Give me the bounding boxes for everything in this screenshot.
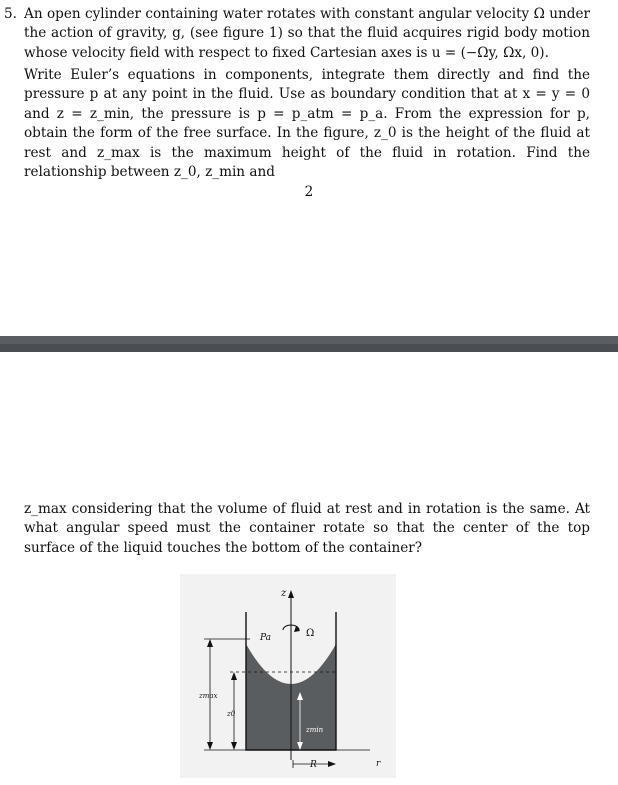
page-number: 2 (304, 184, 314, 200)
problem-paragraph-3 (24, 500, 590, 558)
problem-paragraph-1 (4, 5, 590, 63)
figure-svg (180, 574, 396, 778)
problem-text-1: An open cylinder containing water rotates with constant angular velocity Ω under the action of gravity, g, (see figure 1) so that the fluid acquires rigid body motion whose velocity field with respect to fixed Cartesian axes is u = (−Ωy, Ωx, 0). (24, 6, 590, 61)
label-R: R (310, 760, 317, 770)
label-z0: z0 (227, 710, 236, 718)
problem-text-2: Write Euler’s equations in components, integrate them directly and find the pressure p at any point in the fluid. Use as boundary condition that at x = y = 0 and z = z_min, the pressure is p = p_atm = p_a. From the expression for p, obtain the form of the free surface. In the figure, z_0 is the height of the fluid at rest and z_max is the maximum height of the fluid in rotation. Find the relationship between z_0, z_min and (24, 67, 590, 181)
label-r: r (376, 759, 381, 769)
problem-number: 5. (4, 6, 17, 22)
label-zmin: zmin (306, 726, 324, 734)
page-break (0, 336, 618, 352)
problem-paragraph-2 (24, 66, 590, 182)
label-pa: Pa (260, 633, 272, 643)
label-omega: Ω (306, 628, 315, 639)
problem-text-3: z_max considering that the volume of fluid at rest and in rotation is the same. At what angular speed must the container rotate so that the center of the top surface of the liquid touches the bottom of the container? (24, 501, 590, 556)
label-z-axis: z (281, 588, 287, 599)
rotating-cylinder-figure (180, 574, 396, 778)
label-zmax: zmax (199, 692, 218, 700)
